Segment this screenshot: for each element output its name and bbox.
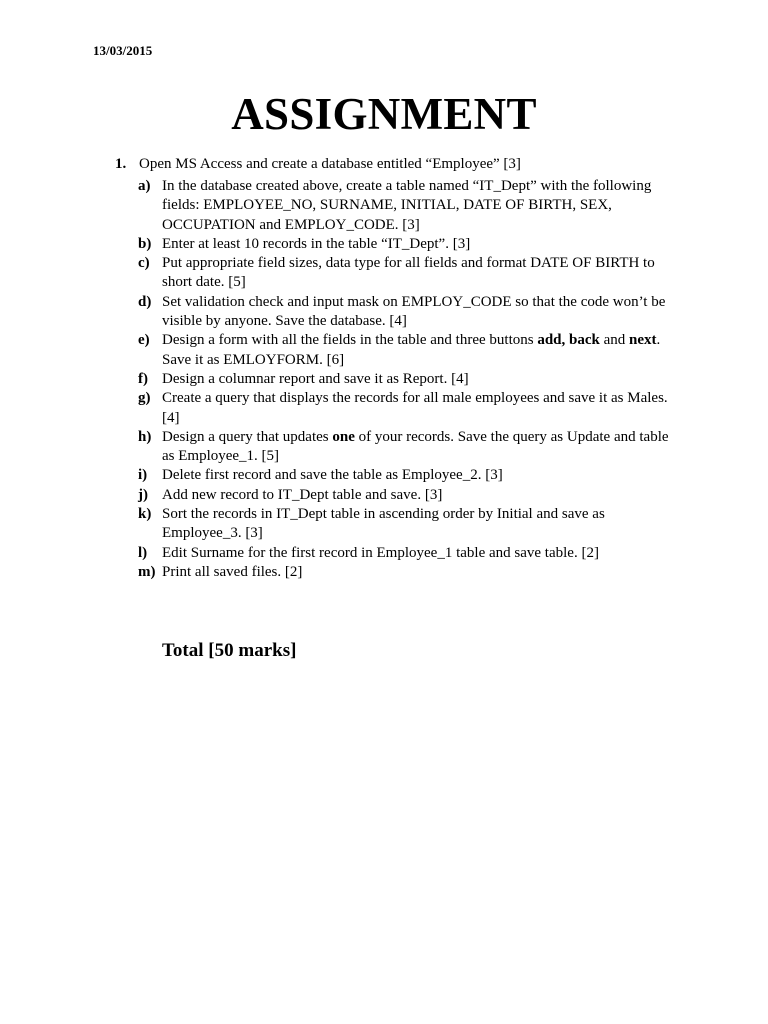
sub-question-text [162,293,683,332]
sub-question-m [138,563,683,582]
sub-question-letter: k) [138,506,152,523]
sub-question-text-part: Set validation check and input mask on EMPLOY_CODE so that the code won’t be visible by anyone. Save the database. [4] [162,293,666,330]
sub-question-text [162,486,683,505]
sub-question-b [138,235,683,254]
sub-question-text-part: Design a form with all the fields in the table and three buttons [162,332,538,349]
sub-question-bold-text: add, back [537,332,600,349]
sub-question-i [138,466,683,485]
sub-question-text [162,544,683,563]
sub-question-letter: g) [138,390,151,407]
sub-question-a [138,177,683,235]
sub-question-text-part: Put appropriate field sizes, data type for all fields and format DATE OF BIRTH to short date. [5] [162,255,655,291]
sub-question-text [162,331,683,370]
sub-question-text [162,177,683,235]
sub-question-text-part: Design a query that updates [162,428,333,445]
sub-question-text-part: Create a query that displays the records for all male employees and save it as Males. [4] [162,390,668,426]
sub-question-text [162,563,683,582]
sub-question-letter: a) [138,178,151,194]
document-date: 13/03/2015 [93,43,153,58]
sub-question-c [138,254,683,293]
total-marks: Total [50 marks] [162,640,297,661]
sub-question-text-part: Enter at least 10 records in the table “IT_Dept”. [3] [162,235,471,252]
sub-question-text [162,505,683,544]
sub-question-e [138,331,683,370]
sub-question-list [138,177,683,582]
sub-question-text [162,428,683,467]
sub-question-text-part: of your records. Save the query as Update and table as Employee_1. [5] [162,428,669,465]
sub-question-letter: j) [138,486,148,503]
sub-question-bold-text: next [629,332,657,349]
sub-question-text-part: Add new record to IT_Dept table and save. [3] [162,486,443,503]
sub-question-letter: e) [138,332,150,349]
sub-question-letter: f) [138,370,148,387]
sub-question-text [162,254,683,293]
sub-question-d [138,293,683,332]
sub-question-k [138,505,683,544]
sub-question-l [138,544,683,563]
sub-question-letter: c) [138,255,150,272]
sub-question-text-part: Delete first record and save the table as Employee_2. [3] [162,467,503,484]
sub-question-g [138,389,683,428]
question-number: 1. [115,156,127,172]
sub-question-letter: l) [138,544,148,561]
sub-question-letter: m) [138,563,156,580]
sub-question-text [162,235,683,254]
sub-question-text [162,466,683,485]
page-title: ASSIGNMENT [231,89,537,139]
sub-question-letter: b) [138,235,152,252]
sub-question-text-part: Edit Surname for the first record in Employee_1 table and save table. [2] [162,544,599,561]
sub-question-text [162,389,683,428]
sub-question-text-part: Sort the records in IT_Dept table in ascending order by Initial and save as Employee_3. [3] [162,506,605,542]
question-text: Open MS Access and create a database entitled “Employee” [3] [139,156,521,172]
sub-question-h [138,428,683,467]
sub-question-letter: h) [138,428,152,445]
sub-question-letter: i) [138,467,148,484]
sub-question-text [162,370,683,389]
sub-question-text-part: and [599,332,630,349]
sub-question-text-part: . Save it as EMLOYFORM. [6] [162,332,661,368]
sub-question-text-part: In the database created above, create a table named “IT_Dept” with the following fields: EMPLOYEE_NO, SURNAME, INITIAL, DATE OF BIRTH, SEX, OCCUPATION and EMPLOY_CODE. [3] [162,178,652,233]
sub-question-bold-text: one [332,428,355,445]
sub-question-j [138,486,683,505]
sub-question-letter: d) [138,293,152,310]
sub-question-text-part: Design a columnar report and save it as Report. [4] [162,370,469,387]
sub-question-text-part: Print all saved files. [2] [162,563,303,580]
sub-question-f [138,370,683,389]
